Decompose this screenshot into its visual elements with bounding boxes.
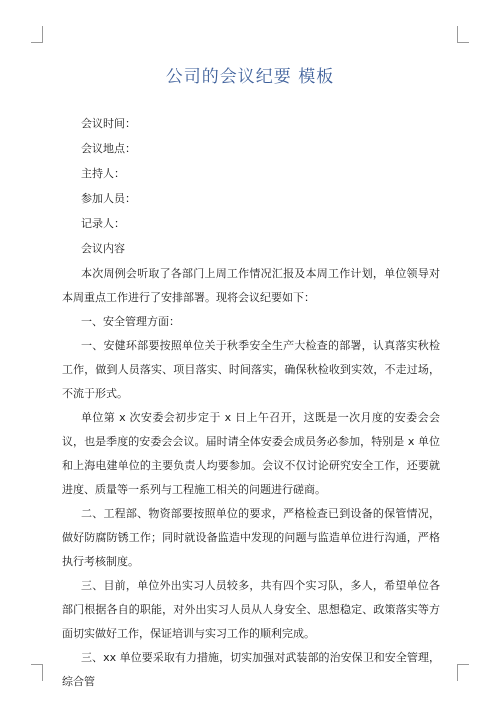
crop-mark-bottom-left: [31, 664, 43, 681]
field-attendees: 参加人员：: [81, 192, 136, 205]
document-body: [62, 112, 440, 694]
field-meeting-place: 会议地点：: [81, 142, 136, 155]
paragraph-item: 三、目前，单位外出实习人员较多，共有四个实习队，多人，希望单位各部门根据各自的职能，对外出实习人员从人身安全、思想稳定、政策落实等方面切实做好工作，保证培训与实习工作的顺利完成。: [62, 579, 440, 640]
crop-mark-top-left: [31, 26, 43, 43]
field-meeting-time: 会议时间：: [81, 117, 136, 130]
paragraph-item: 一、安健环部要按照单位关于秋季安全生产大检查的部署，认真落实秋检工作，做到人员落实、项目落实、时间落实，确保秋检收到实效，不走过场，不流于形式。: [62, 339, 440, 400]
paragraph-intro: 本次周例会听取了各部门上周工作情况汇报及本周工作计划，单位领导对本周重点工作进行了安排部署。现将会议纪要如下：: [62, 267, 440, 304]
field-meeting-content: 会议内容: [81, 242, 125, 255]
field-host: 主持人：: [81, 167, 125, 180]
paragraph-item: 二、工程部、物资部要按照单位的要求，严格检查已到设备的保管情况，做好防腐防锈工作；同时就设备监造中发现的问题与监造单位进行沟通，严格执行考核制度。: [62, 507, 440, 568]
crop-mark-bottom-right: [457, 664, 469, 681]
paragraph-item: 单位第 x 次安委会初步定于 x 日上午召开，这既是一次月度的安委会会议，也是季度的安委会会议。届时请全体安委会成员务必参加，特别是 x 单位和上海电建单位的主要负责人均要参加。会议不仅讨论研究安全工作，还要就进度、质量等一系列与工程施工相关的问题进行磋商。: [62, 411, 440, 496]
section-heading-safety: 一、安全管理方面：: [81, 315, 180, 328]
document-title: 公司的会议纪要 模板: [165, 67, 335, 87]
field-recorder: 记录人：: [81, 217, 125, 230]
paragraph-item: 三、xx 单位要采取有力措施，切实加强对武装部的治安保卫和安全管理，综合管: [62, 651, 440, 688]
crop-mark-top-right: [457, 26, 469, 43]
